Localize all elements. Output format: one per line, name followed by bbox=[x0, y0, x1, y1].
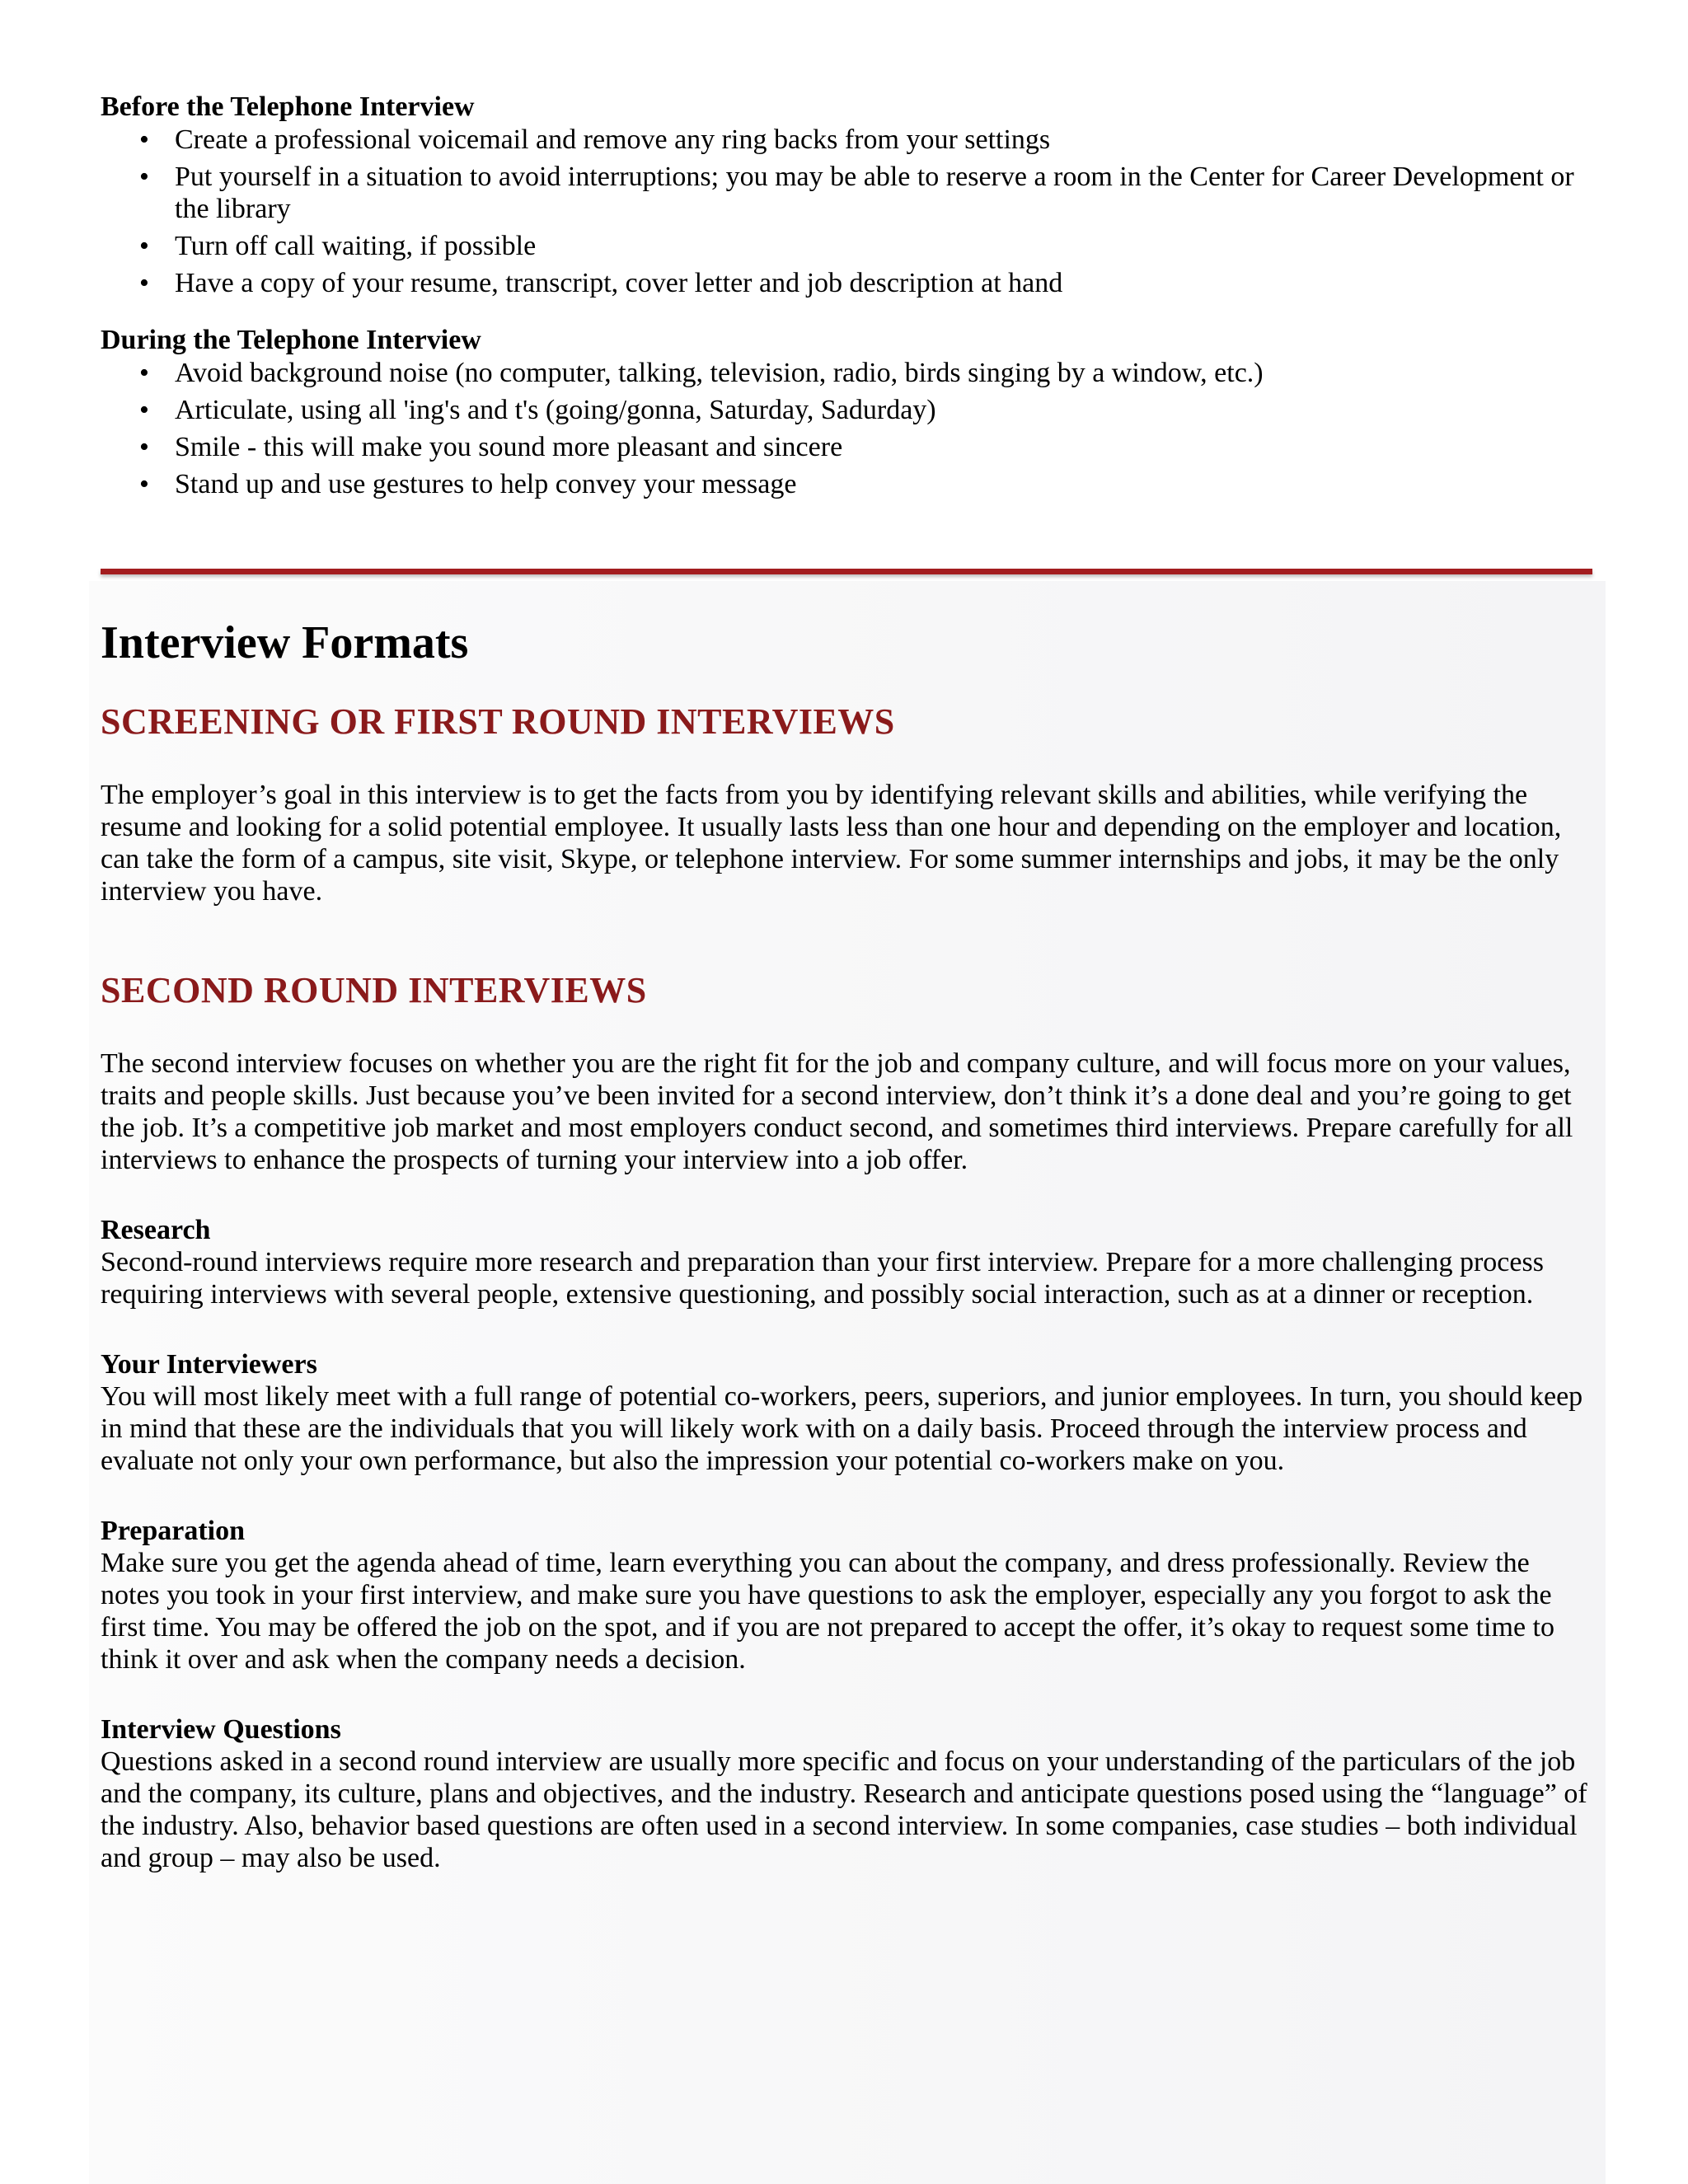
list-item-text: Turn off call waiting, if possible bbox=[175, 231, 537, 261]
list-item bbox=[101, 431, 1592, 463]
questions-block bbox=[101, 1713, 1592, 1874]
research-body: Second-round interviews require more research and preparation than your first interview. Prepare for a more challenging process requiring interviews with several people, extensive questioning, and possibly social interaction, such as at a dinner or reception. bbox=[101, 1247, 1544, 1310]
screening-body: The employer’s goal in this interview is to get the facts from you by identifying relevant skills and abilities, while verifying the resume and looking for a solid potential employee. It usually lasts less than one hour and depending on the employer and location, can take the form of a campus, site visit, Skype, or telephone interview. For some summer internships and jobs, it may be the only interview you have. bbox=[101, 780, 1562, 907]
preparation-title: Preparation bbox=[101, 1516, 246, 1546]
list-item bbox=[101, 267, 1592, 299]
bullet-icon: • bbox=[139, 268, 149, 298]
bullet-icon: • bbox=[139, 358, 149, 388]
second-round-heading: SECOND ROUND INTERVIEWS bbox=[101, 970, 647, 1010]
bullet-icon: • bbox=[139, 162, 149, 192]
interviewers-body: You will most likely meet with a full range of potential co-workers, peers, superiors, and junior employees. In turn, you should keep in mind that these are the individuals that you will likely work with on a daily basis. Proceed through the interview process and evaluate not only your own performance, but also the impression your potential co-workers make on you. bbox=[101, 1381, 1583, 1476]
research-block bbox=[101, 1214, 1592, 1310]
bullet-icon: • bbox=[139, 395, 149, 425]
before-heading: Before the Telephone Interview bbox=[101, 91, 475, 122]
list-item bbox=[101, 357, 1592, 389]
interviewers-block bbox=[101, 1348, 1592, 1477]
spacer bbox=[101, 907, 1592, 968]
questions-body: Questions asked in a second round interview are usually more specific and focus on your understanding of the particulars of the job and the company, its culture, plans and objectives, and the industry. Research and anticipate questions posed using the “language” of the industry. Also, behavior based questions are often used in a second interview. In some companies, case studies – both individual and group – may also be used. bbox=[101, 1746, 1587, 1873]
formats-content bbox=[101, 614, 1592, 1874]
formats-panel bbox=[89, 581, 1606, 2184]
bullet-icon: • bbox=[139, 231, 149, 261]
list-item bbox=[101, 468, 1592, 500]
list-item-text: Put yourself in a situation to avoid interruptions; you may be able to reserve a room in the Center for Career Development or the library bbox=[175, 162, 1574, 224]
during-list bbox=[101, 357, 1592, 500]
list-item bbox=[101, 394, 1592, 426]
list-item-text: Create a professional voicemail and remove any ring backs from your settings bbox=[175, 124, 1051, 155]
list-item-text: Stand up and use gestures to help convey your message bbox=[175, 469, 797, 499]
second-round-body: The second interview focuses on whether you are the right fit for the job and company culture, and will focus more on your values, traits and people skills. Just because you’ve been invited for a second interview, don’t think it’s a done deal and you’re going to get the job. It’s a competitive job market and most employers conduct second, and sometimes third interviews. Prepare carefully for all interviews to enhance the prospects of turning your interview into a job offer. bbox=[101, 1048, 1573, 1175]
list-item-text: Articulate, using all 'ing's and t's (going/gonna, Saturday, Sadurday) bbox=[175, 395, 936, 425]
list-item bbox=[101, 161, 1592, 225]
list-item-text: Smile - this will make you sound more pleasant and sincere bbox=[175, 432, 843, 462]
section-divider bbox=[101, 569, 1592, 574]
telephone-tips bbox=[101, 91, 1592, 525]
research-title: Research bbox=[101, 1215, 211, 1245]
before-list bbox=[101, 124, 1592, 299]
bullet-icon: • bbox=[139, 124, 149, 155]
list-item-text: Have a copy of your resume, transcript, cover letter and job description at hand bbox=[175, 268, 1063, 298]
bullet-icon: • bbox=[139, 469, 149, 499]
list-item bbox=[101, 230, 1592, 262]
bullet-icon: • bbox=[139, 432, 149, 462]
questions-title: Interview Questions bbox=[101, 1714, 341, 1745]
preparation-block bbox=[101, 1515, 1592, 1675]
list-item-text: Avoid background noise (no computer, talking, television, radio, birds singing by a window, etc.) bbox=[175, 358, 1264, 388]
during-heading: During the Telephone Interview bbox=[101, 325, 481, 355]
page-title: Interview Formats bbox=[101, 617, 469, 668]
interviewers-title: Your Interviewers bbox=[101, 1349, 317, 1380]
preparation-body: Make sure you get the agenda ahead of time, learn everything you can about the company, and dress professionally. Review the notes you took in your first interview, and make sure you have questions to ask the employer, especially any you forgot to ask the first time. You may be offered the job on the spot, and if you are not prepared to accept the offer, it’s okay to request some time to think it over and ask when the company needs a decision. bbox=[101, 1548, 1554, 1675]
list-item bbox=[101, 124, 1592, 156]
screening-heading: SCREENING OR FIRST ROUND INTERVIEWS bbox=[101, 701, 895, 742]
